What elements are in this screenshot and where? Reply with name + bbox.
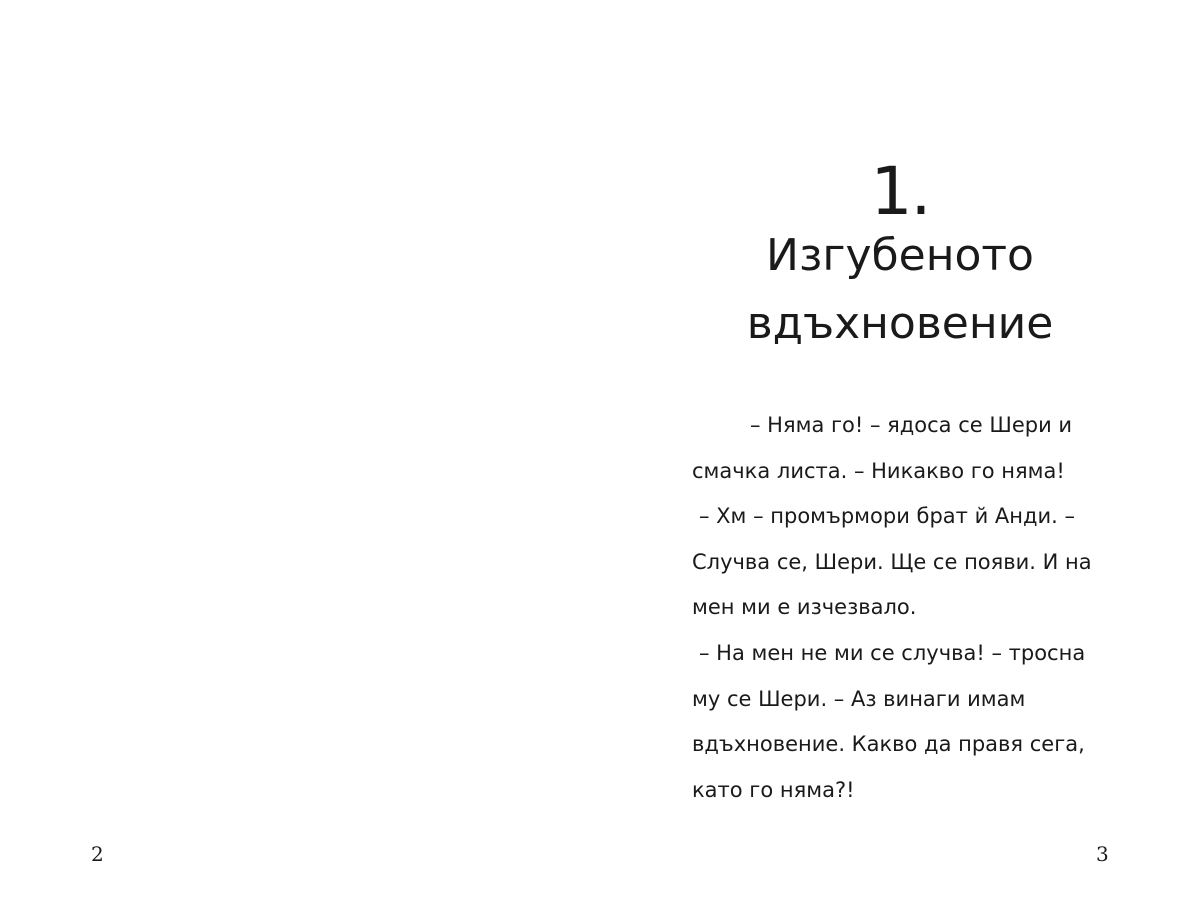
chapter-body bbox=[692, 403, 1112, 813]
chapter-number: 1. bbox=[870, 153, 930, 230]
text-line: му се Шери. – Аз винаги имам bbox=[692, 686, 1026, 711]
text-line: – Хм – промърмори брат й Анди. – bbox=[699, 504, 1076, 529]
text-line: вдъхновение. Какво да правя сега, bbox=[692, 732, 1085, 757]
page-number-left: 2 bbox=[91, 842, 104, 866]
text-line: като го няма?! bbox=[692, 777, 855, 802]
text-line: – На мен не ми се случва! – тросна bbox=[699, 640, 1086, 665]
chapter-title-line: Изгубеното bbox=[766, 230, 1034, 281]
text-line: смачка листа. – Никакво го няма! bbox=[692, 458, 1065, 483]
text-line: мен ми е изчезвало. bbox=[692, 595, 917, 620]
text-line: – Няма го! – ядоса се Шери и bbox=[750, 413, 1073, 437]
text-line: Случва се, Шери. Ще се появи. И на bbox=[692, 549, 1092, 574]
chapter-title-line: вдъхновение bbox=[746, 298, 1054, 349]
page-number-right: 3 bbox=[1096, 842, 1109, 866]
right-page bbox=[600, 0, 1200, 909]
chapter-title bbox=[600, 222, 1200, 358]
